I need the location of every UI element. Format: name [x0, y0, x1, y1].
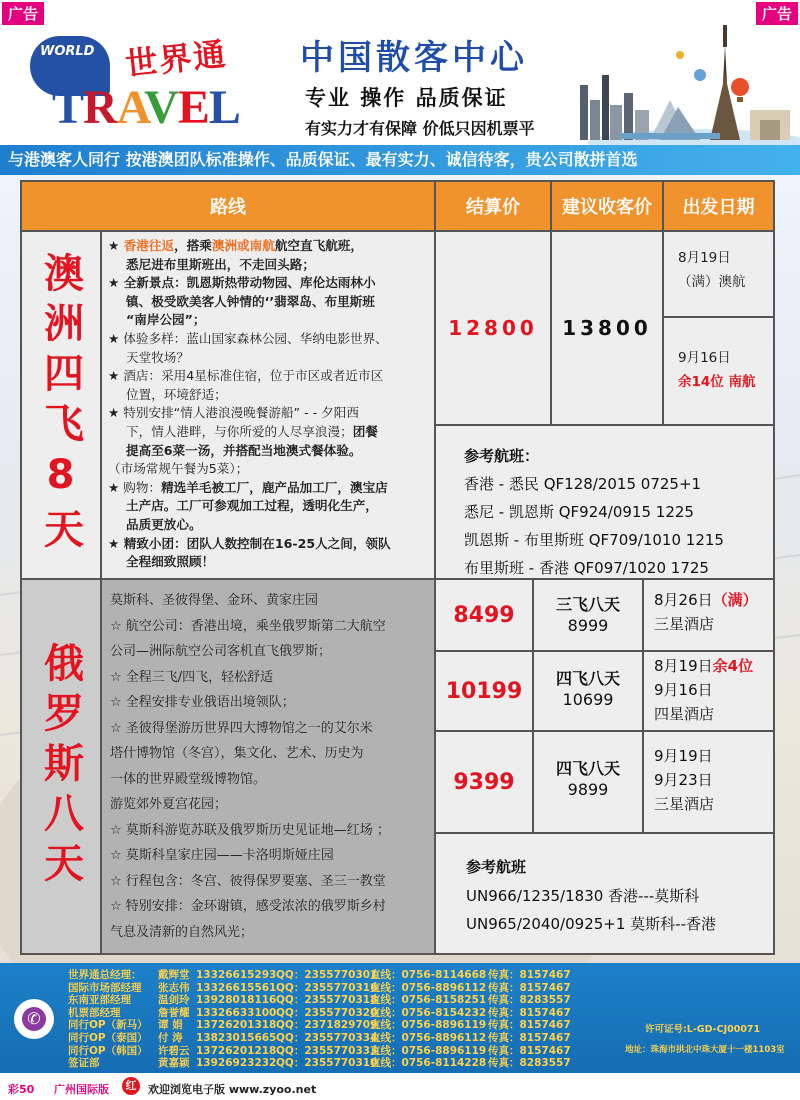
- date-full: （满）: [712, 591, 758, 609]
- page-footer: [0, 1073, 800, 1100]
- itinerary-table: [20, 180, 775, 955]
- package-price: 9899: [567, 780, 609, 799]
- russia-flights: [436, 834, 773, 953]
- contact-row: 签证部 黄嘉颖 13926923232QQ：2355770310直线：0756-8114228 传真：8283557: [68, 1057, 571, 1070]
- hotel-line: 四星酒店: [654, 705, 715, 723]
- flight-line: 凯恩斯 - 布里斯班 QF709/1010 1215: [464, 531, 724, 549]
- contact-row: 国际市场部经理 张志伟 13326615561QQ：2355770316直线：0756-8896112 传真：8157467: [68, 981, 571, 994]
- page-number: 彩50: [8, 1083, 35, 1096]
- russia-package-1-date: [644, 580, 773, 650]
- ru-line: 一体的世界殿堂级博物馆。: [110, 771, 267, 787]
- australia-settle-price: 12800: [436, 232, 550, 424]
- australia-date-1: [664, 232, 773, 316]
- ru-line: ☆ 莫斯科游览苏联及俄罗斯历史见证地—红场 ；: [110, 822, 390, 838]
- ru-line: ☆ 全程安排专业俄语出境领队；: [110, 695, 295, 710]
- ru-line: 游览郊外夏宫花园；: [110, 797, 228, 812]
- package-price: 10699: [562, 690, 614, 709]
- contact-row: 东南亚部经理 温剑玲 13928018116QQ：2355770318直线：0756-8158251 传真：8283557: [68, 994, 571, 1007]
- package-price: 8999: [567, 616, 609, 635]
- paper-name: 广州国际版: [54, 1083, 109, 1096]
- date-line: 8月19日: [654, 657, 713, 675]
- package-name: 四飞八天: [555, 759, 620, 778]
- ru-line: ☆ 圣彼得堡游历世界四大博物馆之一的艾尔米: [110, 720, 373, 736]
- australia-suggest-price: 13800: [552, 232, 662, 424]
- header-slogan-2: 有实力才有保障 价低只因机票平: [305, 119, 535, 138]
- ad-label-left: 广告: [2, 2, 44, 25]
- flights-title: 参考航班：: [464, 447, 540, 465]
- logo-brand-cn: 世界通: [123, 34, 229, 84]
- date-line: 9月16日: [654, 681, 713, 699]
- au-text: 天堂牧场？: [126, 349, 189, 365]
- date-line-remaining: 余14位 南航: [678, 374, 756, 390]
- russia-package-1-price: 8499: [436, 580, 532, 650]
- ad-label-right: 广告: [756, 2, 798, 25]
- au-text: 全程细致照顾！: [126, 554, 215, 570]
- flight-line: 香港 - 悉民 QF128/2015 0725+1: [464, 475, 702, 493]
- au-text: 镇、极受欧美客人钟情的‘’翡翠岛、布里斯班: [126, 293, 375, 309]
- travel-logo: [30, 28, 265, 138]
- au-text: 下，情人港畔，与你所爱的人尽享浪漫；: [126, 423, 353, 439]
- au-text: 澳洲或南航: [211, 238, 275, 253]
- au-text: 精选羊毛被工厂，鹿产品加工厂，澳宝店: [161, 479, 388, 495]
- flight-line: 布里斯班 - 香港 QF097/1020 1725: [464, 559, 709, 577]
- license-number: 许可证号:L-GD-CJ00071: [645, 1024, 761, 1035]
- australia-date-2: [664, 318, 773, 424]
- browse-link[interactable]: 欢迎浏览电子版 www.zyoo.net: [148, 1083, 317, 1096]
- date-line: 8月26日: [654, 591, 713, 609]
- ru-line: ☆ 莫斯科皇家庄园——卡洛明斯娅庄园: [110, 848, 334, 863]
- australia-itinerary: ★ 香港往返，搭乘澳洲或南航航空直飞航班， 悉尼进布里斯班出，不走回头路； ★ 全新景点：凯恩斯热带动物园、库伦达雨林小 镇、极受欧美客人钟情的‘’翡翠岛、布里斯班 “南岸公园”； ★ 体验多样：蓝山国家森林公园、华纳电影世界、 天堂牧场？ ★ 酒店：采用4星标准住宿，位于市区或者近市区 位置，环境舒适； ★ 特别安排“情人港浪漫晚餐游船” - - 夕阳西 下，情人港畔，与你所爱的人尽享浪漫；团餐 提高至6菜一汤，并搭配当地澳式餐体验。 （市场常规午餐为5菜）； ★ 购物：精选羊毛被工厂，鹿产品加工厂，澳宝店 土产店。工厂可参观加工过程，透明化生产， 品质更放心。 ★ 精致小团：团队人数控制在16-25人之间，领队 全程细致照顾！: [102, 232, 434, 578]
- address: 地址：珠海市拱北中珠大厦十一楼1103室: [625, 1045, 785, 1055]
- au-text: （市场常规午餐为5菜）；: [108, 461, 249, 477]
- region-russia: 俄罗斯八天: [22, 580, 100, 953]
- column-header-departure-date: 出发日期: [664, 182, 773, 230]
- contact-row: 同行OP（韩国） 许碧云 13726201218QQ：2355770333直线：0756-8896119 传真：8157467: [68, 1044, 571, 1057]
- hotel-line: 三星酒店: [654, 615, 715, 633]
- date-line: 8月19日: [678, 250, 731, 266]
- ru-line: ☆ 航空公司：香港出境，乘坐俄罗斯第二大航空: [110, 618, 386, 634]
- ru-line: 塔什博物馆（冬宫），集文化、艺术、历史为: [110, 746, 364, 761]
- flights-title: 参考航班: [466, 858, 527, 876]
- contacts-footer: [0, 963, 800, 1073]
- header-title: 中国散客中心: [300, 38, 528, 78]
- package-name: 三飞八天: [555, 595, 620, 614]
- au-text: “南岸公园”；: [126, 312, 206, 328]
- au-text: 位置，环境舒适；: [126, 386, 227, 402]
- au-text: 团餐: [352, 423, 378, 439]
- contact-row: 同行OP（泰国） 付 涛 13823015665QQ：2355770334直线：0756-8896112 传真：8157467: [68, 1031, 571, 1044]
- au-text: 酒店：采用4星标准住宿，位于市区或者近市区: [123, 368, 384, 384]
- ru-line: ☆ 特别安排：金环谢镇，感受浓浓的俄罗斯乡村: [110, 899, 386, 914]
- flight-line: 悉尼 - 凯恩斯 QF924/0915 1225: [464, 503, 694, 521]
- au-text: 体验多样：蓝山国家森林公园、华纳电影世界、: [123, 330, 388, 346]
- header-slogan: 专业 操作 品质保证: [305, 86, 508, 110]
- logo-brand-en: TRAVEL: [52, 81, 240, 134]
- russia-itinerary: [102, 580, 434, 953]
- au-text: 香港往返: [123, 238, 175, 253]
- contact-list: [68, 969, 571, 1070]
- au-text: ，搭乘: [174, 238, 212, 253]
- date-line: （满）澳航: [678, 274, 746, 290]
- date-remaining: 余4位: [712, 657, 754, 675]
- russia-package-3-price: 9399: [436, 732, 532, 832]
- ru-line: ☆ 行程包含：冬宫、彼得保罗要塞、圣三一教堂: [110, 873, 386, 889]
- au-text: 航空直飞航班，: [274, 238, 363, 253]
- russia-package-2-name: [534, 652, 642, 730]
- promo-banner: 与港澳客人同行 按港澳团队标准操作、品质保证、最有实力、诚信待客，贵公司散拼首选: [0, 145, 800, 175]
- column-header-suggest-price: 建议收客价: [552, 182, 662, 230]
- contact-row: 世界通总经理： 戴辉堂 13326615293QQ：2355770301直线：0756-8114668 传真：8157467: [68, 969, 571, 981]
- au-text: 提高至6菜一汤，并搭配当地澳式餐体验。: [126, 442, 362, 458]
- phone-icon: ✆: [14, 999, 54, 1039]
- au-text: 精致小团：团队人数控制在16-25人之间，领队: [123, 535, 391, 551]
- paper-badge-icon: 红: [122, 1077, 140, 1095]
- date-line: 9月19日: [654, 747, 713, 765]
- au-text: 品质更放心。: [126, 516, 202, 532]
- region-australia: 澳洲四飞8天: [22, 232, 100, 578]
- russia-package-2-price: 10199: [436, 652, 532, 730]
- au-text: 土产店。工厂可参观加工过程，透明化生产，: [126, 498, 378, 514]
- city-skyline-illustration: [560, 15, 800, 150]
- au-text: 悉尼进布里斯班出，不走回头路；: [126, 256, 315, 272]
- package-name: 四飞八天: [555, 669, 620, 688]
- russia-package-3-name: [534, 732, 642, 832]
- date-line: 9月16日: [678, 350, 731, 366]
- ru-line: ☆ 全程三飞/四飞，轻松舒适: [110, 669, 274, 685]
- au-text: 全新景点：凯恩斯热带动物园、库伦达雨林小: [123, 275, 376, 291]
- russia-package-2-date: [644, 652, 773, 730]
- au-text: 购物：: [123, 479, 162, 495]
- ru-intro: 莫斯科、圣彼得堡、金环、黄家庄园: [110, 593, 319, 608]
- russia-package-3-date: [644, 732, 773, 832]
- australia-flights: [436, 426, 773, 578]
- contact-row: 机票部经理 詹誉耀 13326633100QQ：2355770320直线：0756-8154232 传真：8157467: [68, 1006, 571, 1019]
- date-line: 9月23日: [654, 771, 713, 789]
- ru-line: 公司—洲际航空公司客机直飞俄罗斯；: [110, 644, 332, 659]
- logo-world: WORLD: [40, 44, 95, 59]
- russia-package-1-name: [534, 580, 642, 650]
- flight-line: UN965/2040/0925+1 莫斯科--香港: [466, 915, 716, 933]
- au-text: 特别安排“情人港浪漫晚餐游船” - - 夕阳西: [123, 405, 359, 421]
- contact-row: 同行OP（新马） 谭 娟 13726201318QQ：2371829709直线：0756-8896119 传真：8157467: [68, 1019, 571, 1032]
- column-header-route: 路线: [22, 182, 434, 230]
- flight-line: UN966/1235/1830 香港---莫斯科: [466, 887, 700, 905]
- column-header-settle-price: 结算价: [436, 182, 550, 230]
- hotel-line: 三星酒店: [654, 795, 715, 813]
- ru-line: 气息及清新的自然风光；: [110, 924, 254, 940]
